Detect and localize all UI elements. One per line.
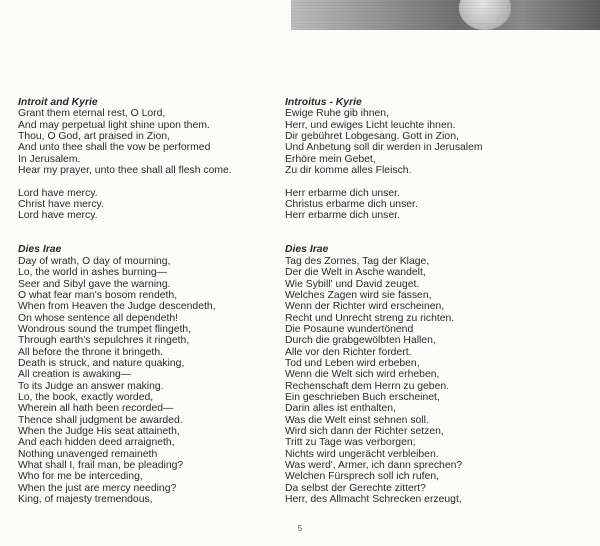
kyrie-lines-de: [285, 188, 565, 222]
introit-heading-en: Introit and Kyrie: [18, 97, 98, 108]
text-line: All creation is awaking—: [18, 369, 132, 381]
text-line: When the just are mercy needing?: [18, 482, 177, 494]
text-line: To its Judge an answer making.: [18, 380, 164, 392]
text-line: Tod und Leben wird erbeben,: [285, 357, 420, 369]
text-line: Recht und Unrecht streng zu richten.: [285, 312, 455, 324]
text-line: All before the throne it bringeth.: [18, 346, 163, 358]
text-line: Was werd', Armer, ich dann sprechen?: [285, 460, 463, 471]
text-line: Through earth's sepulchres it ringeth,: [18, 335, 190, 347]
text-line: Und Anbetung soll dir werden in Jerusalem: [285, 142, 483, 154]
text-line: Nichts wird ungerächt verbleiben.: [285, 448, 439, 460]
english-column: [18, 97, 298, 505]
text-line: Durch die grabgewölbten Hallen,: [285, 335, 436, 347]
text-line: What shall I, frail man, be pleading?: [18, 460, 184, 471]
text-line: Herr erbarme dich unser.: [285, 187, 400, 199]
text-line: Wird sich dann der Richter setzen,: [285, 425, 444, 437]
text-line: Nothing unavenged remaineth: [18, 448, 158, 460]
text-line: Wondrous sound the trumpet flingeth,: [18, 323, 192, 335]
text-line: Wherein all hath been recorded—: [18, 403, 174, 415]
text-line: Grant them eternal rest, O Lord,: [18, 108, 166, 120]
text-line: Zu dir komme alles Fleisch.: [285, 165, 412, 177]
text-line: Herr, und ewiges Licht leuchte ihnen.: [285, 119, 456, 131]
text-line: King, of majesty tremendous,: [18, 494, 153, 506]
text-line: Da selbst der Gerechte zittert?: [285, 482, 426, 494]
text-line: When from Heaven the Judge descendeth,: [18, 301, 216, 313]
text-line: Der die Welt in Asche wandelt,: [285, 267, 426, 279]
text-line: Thence shall judgment be awarded.: [18, 414, 183, 426]
text-line: Christus erbarme dich unser.: [285, 199, 418, 211]
text-line: Welches Zagen wird sie fassen,: [285, 289, 432, 301]
text-line: Erhöre mein Gebet,: [285, 153, 376, 165]
text-line: Was die Welt einst sehnen soll.: [285, 414, 429, 426]
introit-heading-de: Introitus - Kyrie: [285, 97, 362, 108]
text-line: Wie Sybill' und David zeuget.: [285, 278, 420, 290]
text-line: Ewige Ruhe gib ihnen,: [285, 108, 389, 120]
text-line: Lo, the book, exactly worded,: [18, 391, 154, 403]
page-number: 5: [297, 524, 303, 533]
text-line: In Jerusalem.: [18, 153, 81, 165]
text-line: And unto thee shall the vow be performed: [18, 142, 211, 154]
text-line: And each hidden deed arraigneth,: [18, 437, 175, 449]
dies-irae-heading-de: Dies Irae: [285, 244, 329, 256]
text-line: Seer and Sibyl gave the warning.: [18, 278, 171, 290]
text-line: Tag des Zornes, Tag der Klage,: [285, 255, 430, 267]
german-column: [285, 97, 565, 505]
text-line: Day of wrath, O day of mourning,: [18, 255, 171, 267]
text-line: Darin alles ist enthalten,: [285, 403, 396, 415]
text-line: Herr, des Allmacht Schrecken erzeugt,: [285, 494, 462, 506]
text-line: Herr erbarme dich unser.: [285, 210, 400, 222]
dies-irae-lines-en: [18, 256, 298, 506]
text-line: Alle vor den Richter fordert.: [285, 346, 412, 358]
dies-irae-lines-de: [285, 256, 565, 506]
text-line: Wenn der Richter wird erscheinen,: [285, 301, 445, 313]
text-line: Lord have mercy.: [18, 187, 98, 199]
text-line: Ein geschrieben Buch erscheinet,: [285, 391, 440, 403]
text-line: O what fear man's bosom rendeth,: [18, 289, 178, 301]
text-line: Hear my prayer, unto thee shall all flesh come.: [18, 165, 232, 177]
text-line: Lord have mercy.: [18, 210, 98, 222]
text-line: When the Judge His seat attaineth,: [18, 425, 180, 437]
text-line: Welchen Fürsprech soll ich rufen,: [285, 471, 440, 483]
text-line: Die Posaune wundertönend: [285, 323, 414, 335]
text-line: Thou, O God, art praised in Zion,: [18, 131, 170, 143]
text-line: Who for me be interceding,: [18, 471, 143, 483]
text-line: Dir gebühret Lobgesang. Gott in Zion,: [285, 131, 459, 143]
text-line: Rechenschaft dem Herrn zu geben.: [285, 380, 450, 392]
dies-irae-heading-en: Dies Irae: [18, 244, 62, 256]
text-line: Christ have mercy.: [18, 199, 104, 211]
introit-lines-de: [285, 108, 565, 176]
text-line: And may perpetual light shine upon them.: [18, 119, 210, 131]
kyrie-lines-en: [18, 188, 298, 222]
text-line: Lo, the world in ashes burning—: [18, 267, 168, 279]
introit-lines-en: [18, 108, 298, 176]
text-line: Wenn die Welt sich wird erheben,: [285, 369, 440, 381]
text-line: Tritt zu Tage was verborgen;: [285, 437, 416, 449]
header-photo: [291, 0, 600, 30]
text-line: Death is struck, and nature quaking,: [18, 357, 185, 369]
text-line: On whose sentence all dependeth!: [18, 312, 179, 324]
